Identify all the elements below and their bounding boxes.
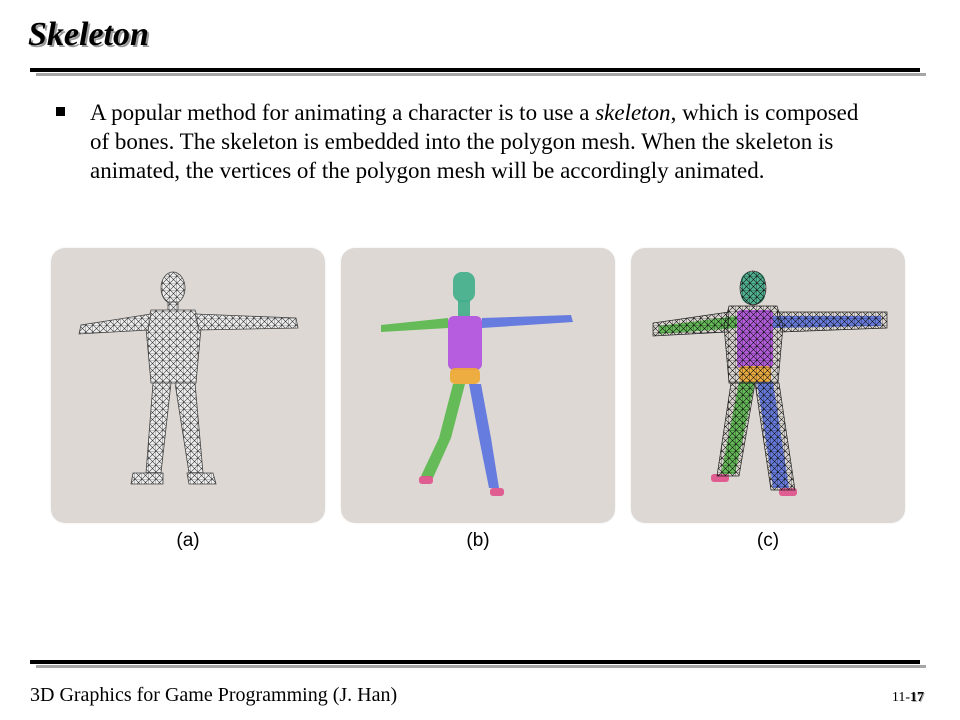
- slide-title: Skeleton: [28, 16, 149, 53]
- pelvis-bone: [450, 368, 480, 384]
- bullet-text: A popular method for animating a character is to use a skeleton, which is composed of bones. The skeleton is embedded into the polygon mesh. When the skeleton is animated, the vertices of the polygon mesh will be accordingly animated.: [90, 100, 859, 183]
- chapter-number: 11-: [891, 690, 910, 705]
- left-foot-bone: [419, 476, 433, 484]
- caption-b: (b): [466, 530, 490, 551]
- embedded-skeleton-figure: [631, 248, 905, 523]
- left-thigh-bone: [439, 384, 465, 438]
- right-arm-bone: [482, 315, 573, 328]
- emphasis-skeleton: skeleton: [595, 100, 671, 125]
- neck-bone: [458, 300, 470, 316]
- figure-a-mesh: [51, 248, 325, 523]
- right-foot-bone: [490, 488, 504, 496]
- square-bullet-icon: [56, 107, 65, 116]
- head-bone: [453, 272, 475, 302]
- left-shin-bone: [421, 438, 451, 478]
- title-divider: [30, 68, 920, 76]
- wireframe-mesh-figure: [51, 248, 325, 523]
- footer-course: 3D Graphics for Game Programming (J. Han): [30, 684, 398, 706]
- left-arm-bone: [381, 318, 448, 332]
- figure-c-embedded: [631, 248, 905, 523]
- page-number: 17: [910, 690, 924, 705]
- right-shin-bone: [479, 438, 499, 488]
- torso-bone: [448, 316, 482, 370]
- skeleton-figure: [341, 248, 615, 523]
- right-thigh-bone: [469, 384, 491, 438]
- bullet-point: [56, 98, 876, 185]
- footer-divider: [30, 660, 920, 668]
- figure-b-skeleton: [341, 248, 615, 523]
- caption-c: (c): [756, 530, 780, 551]
- footer-page-number: [892, 690, 924, 706]
- caption-a: (a): [176, 530, 200, 551]
